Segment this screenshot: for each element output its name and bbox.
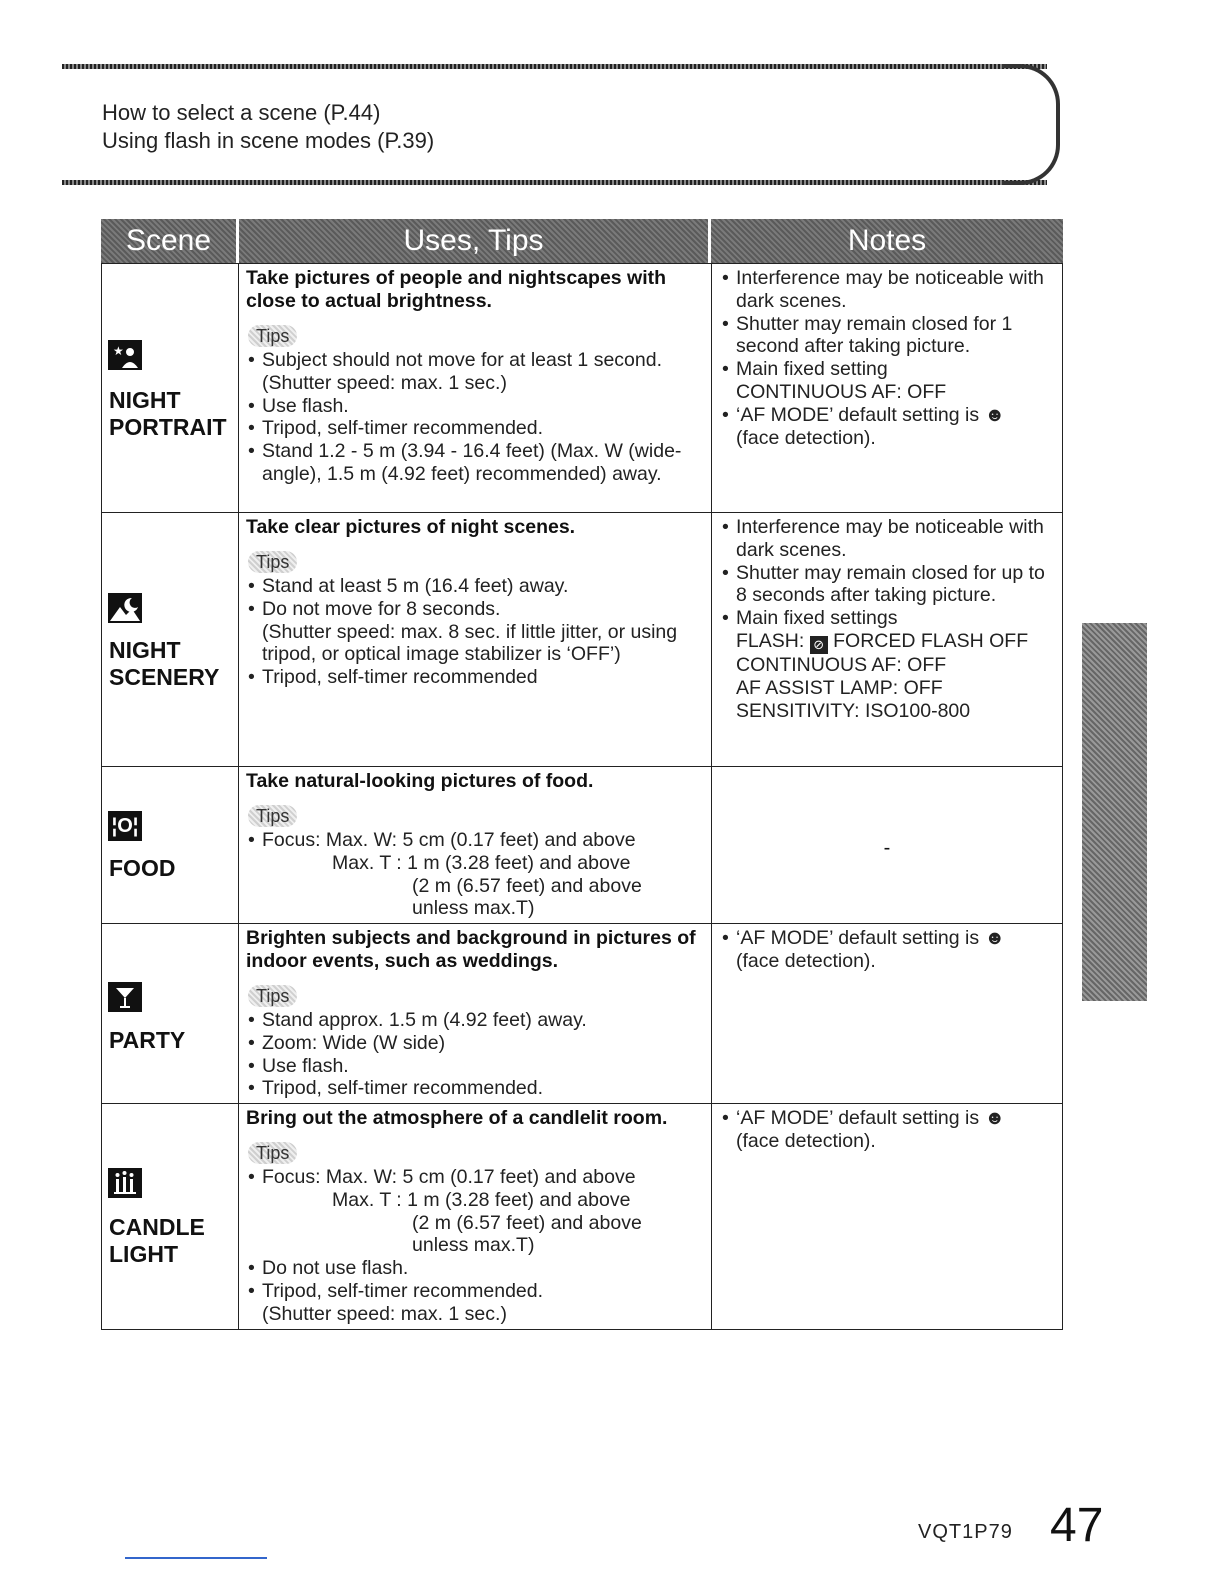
notes-cell [712, 264, 1062, 512]
bracket-decoration [1002, 64, 1060, 185]
divider [62, 64, 1047, 69]
scene-name: CANDLE LIGHT [109, 1214, 205, 1267]
list-item: (face detection). [736, 426, 876, 449]
scene-description: Take pictures of people and nightscapes with close to actual brightness. [246, 267, 667, 312]
list-item: • Interference may be noticeable with dark scenes. [720, 267, 1056, 313]
uses-tips-cell [239, 513, 712, 766]
table-row [101, 923, 1063, 1104]
table-row [101, 1103, 1063, 1330]
tips-label: Tips [248, 805, 297, 827]
notes-list [720, 1107, 1056, 1153]
uses-tips-cell [239, 767, 712, 923]
list-item: FLASH: ⊘ FORCED FLASH OFF [736, 629, 1029, 652]
list-item: • Stand approx. 1.5 m (4.92 feet) away. [246, 1009, 705, 1032]
notes-cell [712, 513, 1062, 766]
notes-list [720, 267, 1056, 449]
scene-name: NIGHT PORTRAIT [109, 387, 227, 440]
scene-name: NIGHT SCENERY [109, 637, 220, 690]
scene-cell [102, 924, 239, 1103]
reference-box [62, 64, 1062, 184]
list-item: • Shutter may remain closed for 1 second after taking picture. [720, 313, 1056, 359]
list-item: Max. T : 1 m (3.28 feet) and above [332, 851, 631, 874]
tips-label: Tips [248, 1142, 297, 1164]
list-item: (face detection). [736, 949, 876, 972]
list-item: • Stand 1.2 - 5 m (3.94 - 16.4 feet) (Max. W (wide-angle), 1.5 m (4.92 feet) recommended) away. [246, 440, 705, 486]
face-detection-icon: ☻ [984, 403, 1006, 426]
list-item: unless max.T) [412, 1234, 535, 1257]
scene-cell [102, 767, 239, 923]
list-item: • ‘AF MODE’ default setting is ☻ [720, 1107, 1056, 1130]
party-icon [108, 982, 142, 1012]
scene-description: Take clear pictures of night scenes. [246, 516, 576, 538]
list-item: (Shutter speed: max. 1 sec.) [262, 1302, 507, 1325]
tips-label: Tips [248, 325, 297, 347]
uses-tips-cell [239, 1104, 712, 1329]
divider [125, 1557, 267, 1559]
list-item: • Tripod, self-timer recommended [246, 666, 705, 689]
food-icon: ¦O¦ [108, 811, 142, 841]
scene-name: FOOD [109, 855, 176, 881]
list-item: • Shutter may remain closed for up to 8 seconds after taking picture. [720, 562, 1056, 608]
list-item: • Zoom: Wide (W side) [246, 1032, 705, 1055]
night-portrait-icon [108, 340, 142, 370]
scene-description: Brighten subjects and background in pictures of indoor events, such as weddings. [246, 927, 696, 972]
list-item: (2 m (6.57 feet) and above [412, 874, 642, 897]
tips-list [246, 575, 705, 689]
face-detection-icon: ☻ [984, 927, 1006, 949]
flash-off-icon: ⊘ [810, 636, 828, 654]
header-scene: Scene [101, 219, 239, 263]
scene-name: PARTY [109, 1027, 186, 1053]
list-item: • Tripod, self-timer recommended. [246, 417, 705, 440]
scene-table [101, 219, 1063, 1330]
scene-cell [102, 513, 239, 766]
scene-description: Bring out the atmosphere of a candlelit room. [246, 1107, 668, 1129]
notes-cell [712, 1104, 1062, 1329]
uses-tips-cell [239, 924, 712, 1103]
table-row [101, 766, 1063, 924]
list-item: (face detection). [736, 1129, 876, 1152]
list-item: • Do not move for 8 seconds. [246, 598, 705, 621]
notes-list [720, 516, 1056, 722]
header-uses-tips: Uses, Tips [239, 219, 711, 263]
scene-cell [102, 264, 239, 512]
list-item: • Main fixed setting [720, 358, 1056, 381]
list-item: • Interference may be noticeable with dark scenes. [720, 516, 1056, 562]
list-item: • Main fixed settings [720, 607, 1056, 630]
list-item: Max. T : 1 m (3.28 feet) and above [332, 1188, 631, 1211]
tips-label: Tips [248, 985, 297, 1007]
list-item: SENSITIVITY: ISO100-800 [736, 699, 971, 722]
night-scenery-icon [108, 593, 142, 623]
list-item: • Focus: Max. W: 5 cm (0.17 feet) and above [246, 1166, 705, 1189]
list-item: • ‘AF MODE’ default setting is ☻ [720, 404, 1056, 427]
notes-list [720, 927, 1056, 973]
reference-link-select-scene[interactable]: How to select a scene (P.44) [102, 100, 381, 125]
list-item: CONTINUOUS AF: OFF [736, 653, 947, 676]
list-item: • Tripod, self-timer recommended. [246, 1077, 705, 1100]
page-number: 47 [1050, 1499, 1104, 1552]
scene-description: Take natural-looking pictures of food. [246, 770, 594, 792]
table-row [101, 512, 1063, 767]
list-item: unless max.T) [412, 897, 535, 920]
list-item: • Use flash. [246, 1055, 705, 1078]
list-item: • Subject should not move for at least 1 second. [246, 349, 705, 372]
list-item: • Tripod, self-timer recommended. [246, 1280, 705, 1303]
list-item: • ‘AF MODE’ default setting is ☻ [720, 927, 1056, 950]
list-item: • Stand at least 5 m (16.4 feet) away. [246, 575, 705, 598]
divider [62, 180, 1047, 185]
tips-list [246, 1166, 705, 1326]
reference-link-flash[interactable]: Using flash in scene modes (P.39) [102, 128, 435, 153]
list-item: CONTINUOUS AF: OFF [736, 380, 947, 403]
scene-cell [102, 1104, 239, 1329]
list-item: • Focus: Max. W: 5 cm (0.17 feet) and above [246, 829, 705, 852]
list-item: (Shutter speed: max. 8 sec. if little jitter, or using tripod, or optical image stabilizer is ‘OFF’) [262, 620, 678, 666]
header-notes: Notes [711, 219, 1063, 263]
tips-list [246, 349, 705, 486]
list-item: • Use flash. [246, 395, 705, 418]
notes-cell [712, 767, 1062, 923]
face-detection-icon: ☻ [984, 1107, 1006, 1129]
tips-list [246, 829, 705, 920]
tips-label: Tips [248, 551, 297, 573]
list-item: (Shutter speed: max. 1 sec.) [262, 371, 507, 394]
notes-cell [712, 924, 1062, 1103]
document-code: VQT1P79 [918, 1521, 1013, 1543]
list-item: AF ASSIST LAMP: OFF [736, 676, 943, 699]
tips-list [246, 1009, 705, 1100]
empty-note: - [883, 837, 891, 859]
uses-tips-cell [239, 264, 712, 512]
svg-text:★: ★ [113, 344, 124, 358]
table-row [101, 263, 1063, 513]
candle-light-icon [108, 1168, 142, 1198]
list-item: (2 m (6.57 feet) and above [412, 1211, 642, 1234]
section-tab-marker [1082, 623, 1147, 1001]
list-item: • Do not use flash. [246, 1257, 705, 1280]
